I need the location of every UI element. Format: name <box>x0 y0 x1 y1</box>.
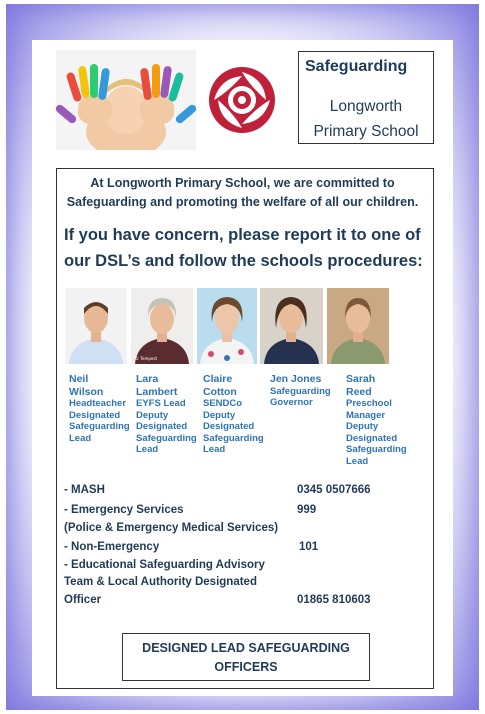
contact-advisory-line2: Team & Local Authority Designated <box>64 576 257 588</box>
contact-emergency-note: (Police & Emergency Medical Services) <box>64 522 279 534</box>
staff-role: Deputy <box>136 409 169 421</box>
staff-role: Governor <box>270 397 313 408</box>
staff-role: Designated <box>69 409 121 421</box>
staff-role: Safeguarding <box>203 432 264 444</box>
staff-first-name: Neil <box>69 373 89 385</box>
staff-role: Preschool <box>346 398 392 409</box>
contact-mash-label: - MASH <box>64 484 105 496</box>
staff-role: Headteacher <box>69 398 127 409</box>
staff-role: Designated <box>203 421 255 432</box>
staff-role: Lead <box>203 444 226 455</box>
staff-photo-neil-wilson <box>65 288 127 364</box>
staff-role: Lead <box>346 455 369 467</box>
staff-role: Designated <box>136 421 188 432</box>
staff-role: Lead <box>136 444 159 455</box>
page-title: Safeguarding <box>305 58 408 75</box>
title-box <box>298 51 434 144</box>
concern-line1: If you have concern, please report it to one of <box>64 226 421 244</box>
contact-emergency-label: - Emergency Services <box>64 504 184 516</box>
contact-advisory-line1: - Educational Safeguarding Advisory <box>64 559 265 571</box>
staff-role: Safeguarding <box>69 421 130 432</box>
staff-last-name: Cotton <box>203 385 237 398</box>
staff-first-name: Claire <box>203 373 233 385</box>
staff-name: Jen Jones <box>270 373 322 385</box>
staff-card-claire-cotton <box>203 373 264 456</box>
staff-role: Safeguarding <box>136 432 197 444</box>
contact-non-emergency-number: 101 <box>299 541 319 553</box>
staff-last-name: Lambert <box>136 385 178 398</box>
contact-mash-number: 0345 0507666 <box>297 484 371 496</box>
photo-watermark: © Tempest <box>135 356 158 361</box>
contact-non-emergency-label: - Non-Emergency <box>64 541 160 553</box>
staff-first-name: Lara <box>136 373 159 385</box>
staff-role: Safeguarding <box>270 385 331 397</box>
staff-photo-jen-jones <box>260 288 323 364</box>
staff-role: SENDCo <box>203 398 243 409</box>
footer-line1: DESIGNED LEAD SAFEGUARDING <box>142 641 350 655</box>
intro-line1: At Longworth Primary School, we are committed to <box>90 176 395 190</box>
staff-role: Deputy <box>346 421 379 432</box>
school-name-line1: Longworth <box>329 98 403 115</box>
footer-line2: OFFICERS <box>214 660 278 674</box>
staff-photo-lara-lambert <box>131 288 193 364</box>
staff-last-name: Wilson <box>69 385 104 398</box>
staff-role: Deputy <box>203 409 236 421</box>
staff-role: Lead <box>69 432 92 444</box>
staff-card-jen-jones <box>270 373 331 409</box>
footer-box <box>122 633 370 681</box>
concern-heading <box>64 222 424 274</box>
staff-photo-sarah-reed <box>327 288 389 364</box>
staff-card-lara-lambert <box>136 373 197 456</box>
staff-role: Manager <box>346 409 386 421</box>
contact-advisory-number: 01865 810603 <box>297 594 371 606</box>
intro-line2: Safeguarding and promoting the welfare of all our children. <box>66 195 419 209</box>
contact-advisory-line3: Officer <box>64 594 102 606</box>
painted-hands-child-image <box>56 50 196 150</box>
staff-photo-claire-cotton <box>197 288 257 364</box>
staff-role: Designated <box>346 432 398 444</box>
staff-first-name: Sarah <box>346 373 376 385</box>
school-name-line2: Primary School <box>313 123 419 140</box>
contact-emergency-number: 999 <box>297 504 317 516</box>
staff-role: EYFS Lead <box>136 398 186 409</box>
school-name <box>299 94 433 144</box>
intro-text <box>0 174 485 212</box>
staff-role: Safeguarding <box>346 444 407 455</box>
concern-line2: our DSL’s and follow the schools procedures: <box>64 252 423 270</box>
staff-card-sarah-reed <box>346 373 407 467</box>
staff-last-name: Reed <box>346 385 372 398</box>
swirl-logo-icon <box>206 64 278 136</box>
staff-card-neil-wilson <box>69 373 130 444</box>
